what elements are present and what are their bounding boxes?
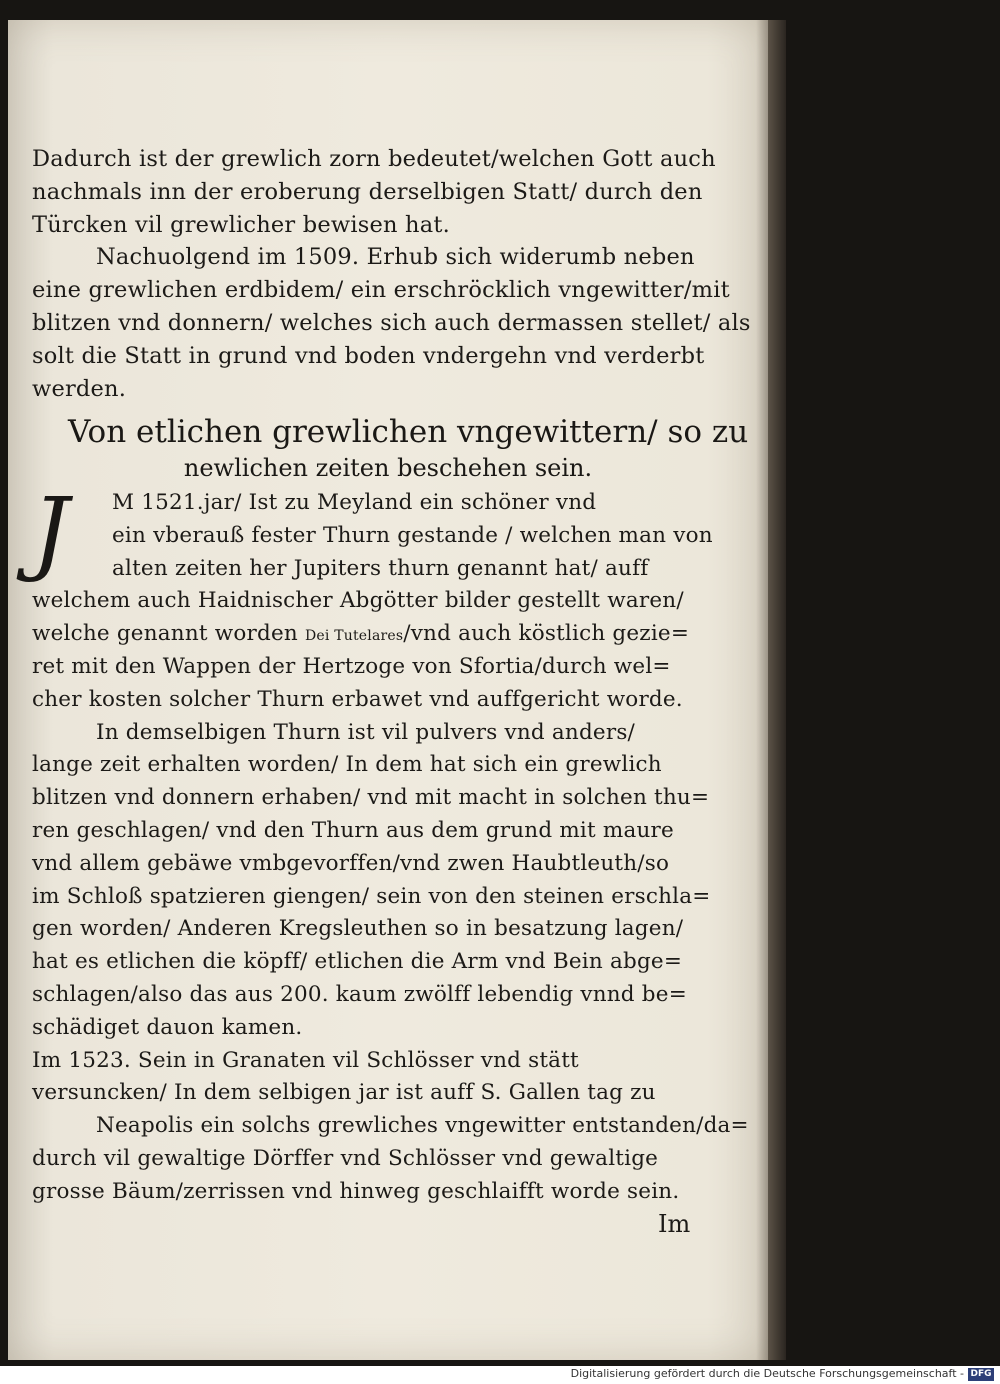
text-line: In demselbigen Thurn ist vil pulvers vnd anders/ (96, 719, 635, 745)
text-line: Neapolis ein solchs grewliches vngewitter entstanden/da= (96, 1113, 749, 1139)
text-line: ren geschlagen/ vnd den Thurn aus dem grund mit maure (32, 817, 674, 843)
text-line: Nachuolgend im 1509. Erhub sich widerumb neben (96, 244, 695, 271)
text-line: solt die Statt in grund vnd boden vndergehn vnd verderbt (32, 342, 705, 369)
catchword: Im (658, 1210, 691, 1238)
text-line: Dadurch ist der grewlich zorn bedeutet/welchen Gott auch (32, 146, 716, 172)
section-heading (68, 412, 749, 484)
text-line: vnd allem gebäwe vmbgevorffen/vnd zwen Haubtleuth/so (32, 850, 670, 876)
book-page (8, 20, 768, 1360)
text-line: alten zeiten her Jupiters thurn genannt hat/ auff (112, 555, 649, 581)
text-line: ret mit den Wappen der Hertzoge von Sfortia/durch wel= (32, 653, 671, 679)
text-line: lange zeit erhalten worden/ In dem hat sich ein grewlich (32, 752, 662, 778)
text-line: durch vil gewaltige Dörffer vnd Schlösser vnd gewaltige (32, 1145, 659, 1171)
text-line: nachmals inn der eroberung derselbigen Statt/ durch den (32, 178, 703, 205)
text-line: werden. (32, 375, 127, 402)
text-line: grosse Bäum/zerrissen vnd hinweg geschlaifft worde sein. (32, 1178, 680, 1204)
text-line: im Schloß spatzieren giengen/ sein von den steinen erschla= (32, 883, 711, 909)
text-line: cher kosten solcher Thurn erbawet vnd auffgericht worde. (32, 686, 683, 712)
paragraph-1 (32, 143, 751, 405)
text-line: blitzen vnd donnern erhaben/ vnd mit macht in solchen thu= (32, 785, 710, 811)
text-line: ein vberauß fester Thurn gestande / welchen man von (112, 522, 713, 548)
text-line (32, 618, 712, 651)
text-line: welchem auch Haidnischer Abgötter bilder gestellt waren/ (32, 588, 684, 614)
text-line: Türcken vil grewlicher bewisen hat. (32, 211, 450, 238)
heading-line-2: newlichen zeiten beschehen sein. (183, 454, 593, 482)
text-line: Im 1523. Sein in Granaten vil Schlösser vnd stätt (32, 1047, 579, 1073)
text-line: hat es etlichen die köpff/ etlichen die Arm vnd Bein abge= (32, 949, 683, 975)
text-line: schädiget dauon kamen. (32, 1014, 303, 1040)
text-segment: welche genannt worden (32, 621, 305, 647)
dfg-logo[interactable]: DFG (968, 1368, 994, 1381)
page-edge-shadow (768, 20, 786, 1360)
text-line: versuncken/ In dem selbigen jar ist auff S. Gallen tag zu (32, 1080, 656, 1106)
paragraph-2-continued (32, 651, 749, 1209)
text-line: schlagen/also das aus 200. kaum zwölff lebendig vnnd be= (32, 981, 687, 1007)
paragraph-2 (32, 478, 749, 1209)
drop-capital: J (32, 478, 69, 585)
text-line: eine grewlichen erdbidem/ ein erschröcklich vngewitter/mit (32, 277, 730, 304)
funding-credit: Digitalisierung gefördert durch die Deutsche Forschungsgemeinschaft - (570, 1367, 964, 1380)
latin-term: Dei Tutelares (304, 628, 404, 645)
text-line: gen worden/ Anderen Kregsleuthen so in besatzung lagen/ (32, 916, 684, 942)
text-line: M 1521.jar/ Ist zu Meyland ein schöner vnd (112, 490, 597, 515)
heading-line-1: Von etlichen grewlichen vngewittern/ so zu (68, 414, 749, 450)
text-segment: /vnd auch köstlich gezie= (403, 621, 690, 647)
text-line: blitzen vnd donnern/ welches sich auch dermassen stellet/ als (32, 309, 751, 336)
